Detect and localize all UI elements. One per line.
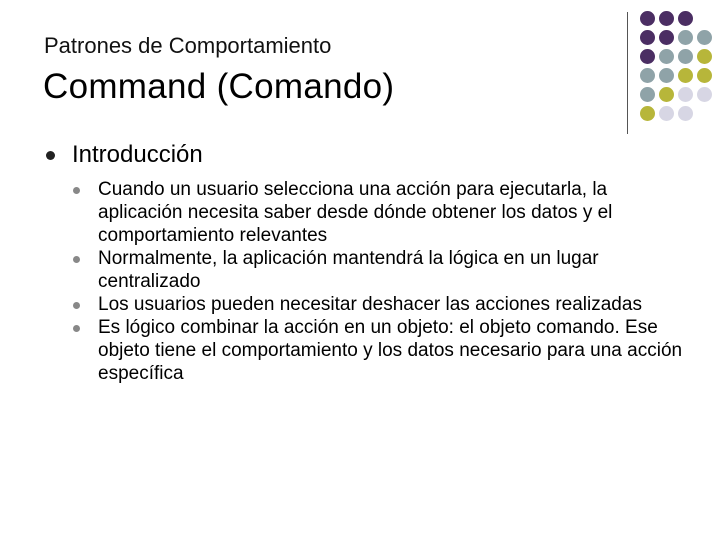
dot [697, 49, 712, 64]
dot [640, 30, 655, 45]
dot [640, 49, 655, 64]
list-item-text: Es lógico combinar la acción en un objeto: el objeto comando. Ese objeto tiene el comportamiento y los datos necesario para una acción específica [98, 317, 683, 384]
dot [640, 87, 655, 102]
dot [659, 106, 674, 121]
bullet-icon [73, 256, 80, 263]
dot [678, 11, 693, 26]
dot [640, 68, 655, 83]
dot [659, 87, 674, 102]
bullet-icon [73, 302, 80, 309]
dot [678, 87, 693, 102]
list-item [69, 178, 694, 247]
bullet-icon [46, 151, 55, 160]
slide-title: Command (Comando) [43, 67, 395, 106]
section-heading-text: Introducción [72, 141, 203, 168]
list-item-text: Cuando un usuario selecciona una acción para ejecutarla, la aplicación necesita saber desde dónde obtener los datos y el comportamiento relevantes [98, 179, 613, 246]
dot [659, 11, 674, 26]
dot [659, 30, 674, 45]
dot [640, 106, 655, 121]
list-item [69, 316, 694, 385]
bullet-icon [73, 325, 80, 332]
list-item-text: Los usuarios pueden necesitar deshacer las acciones realizadas [98, 294, 642, 315]
dot [659, 68, 674, 83]
dot [678, 49, 693, 64]
divider-line [627, 12, 628, 134]
bullet-icon [73, 187, 80, 194]
list-item [69, 247, 694, 293]
dot [678, 30, 693, 45]
dot [678, 106, 693, 121]
dot [678, 68, 693, 83]
dot [697, 30, 712, 45]
dot [697, 68, 712, 83]
dot [659, 49, 674, 64]
dot [697, 87, 712, 102]
section-heading [44, 140, 694, 170]
list-item [69, 293, 694, 316]
list-item-text: Normalmente, la aplicación mantendrá la lógica en un lugar centralizado [98, 248, 599, 292]
slide-body [44, 140, 694, 385]
dot [640, 11, 655, 26]
slide-subtitle: Patrones de Comportamiento [44, 33, 332, 58]
bullet-list [44, 178, 694, 385]
